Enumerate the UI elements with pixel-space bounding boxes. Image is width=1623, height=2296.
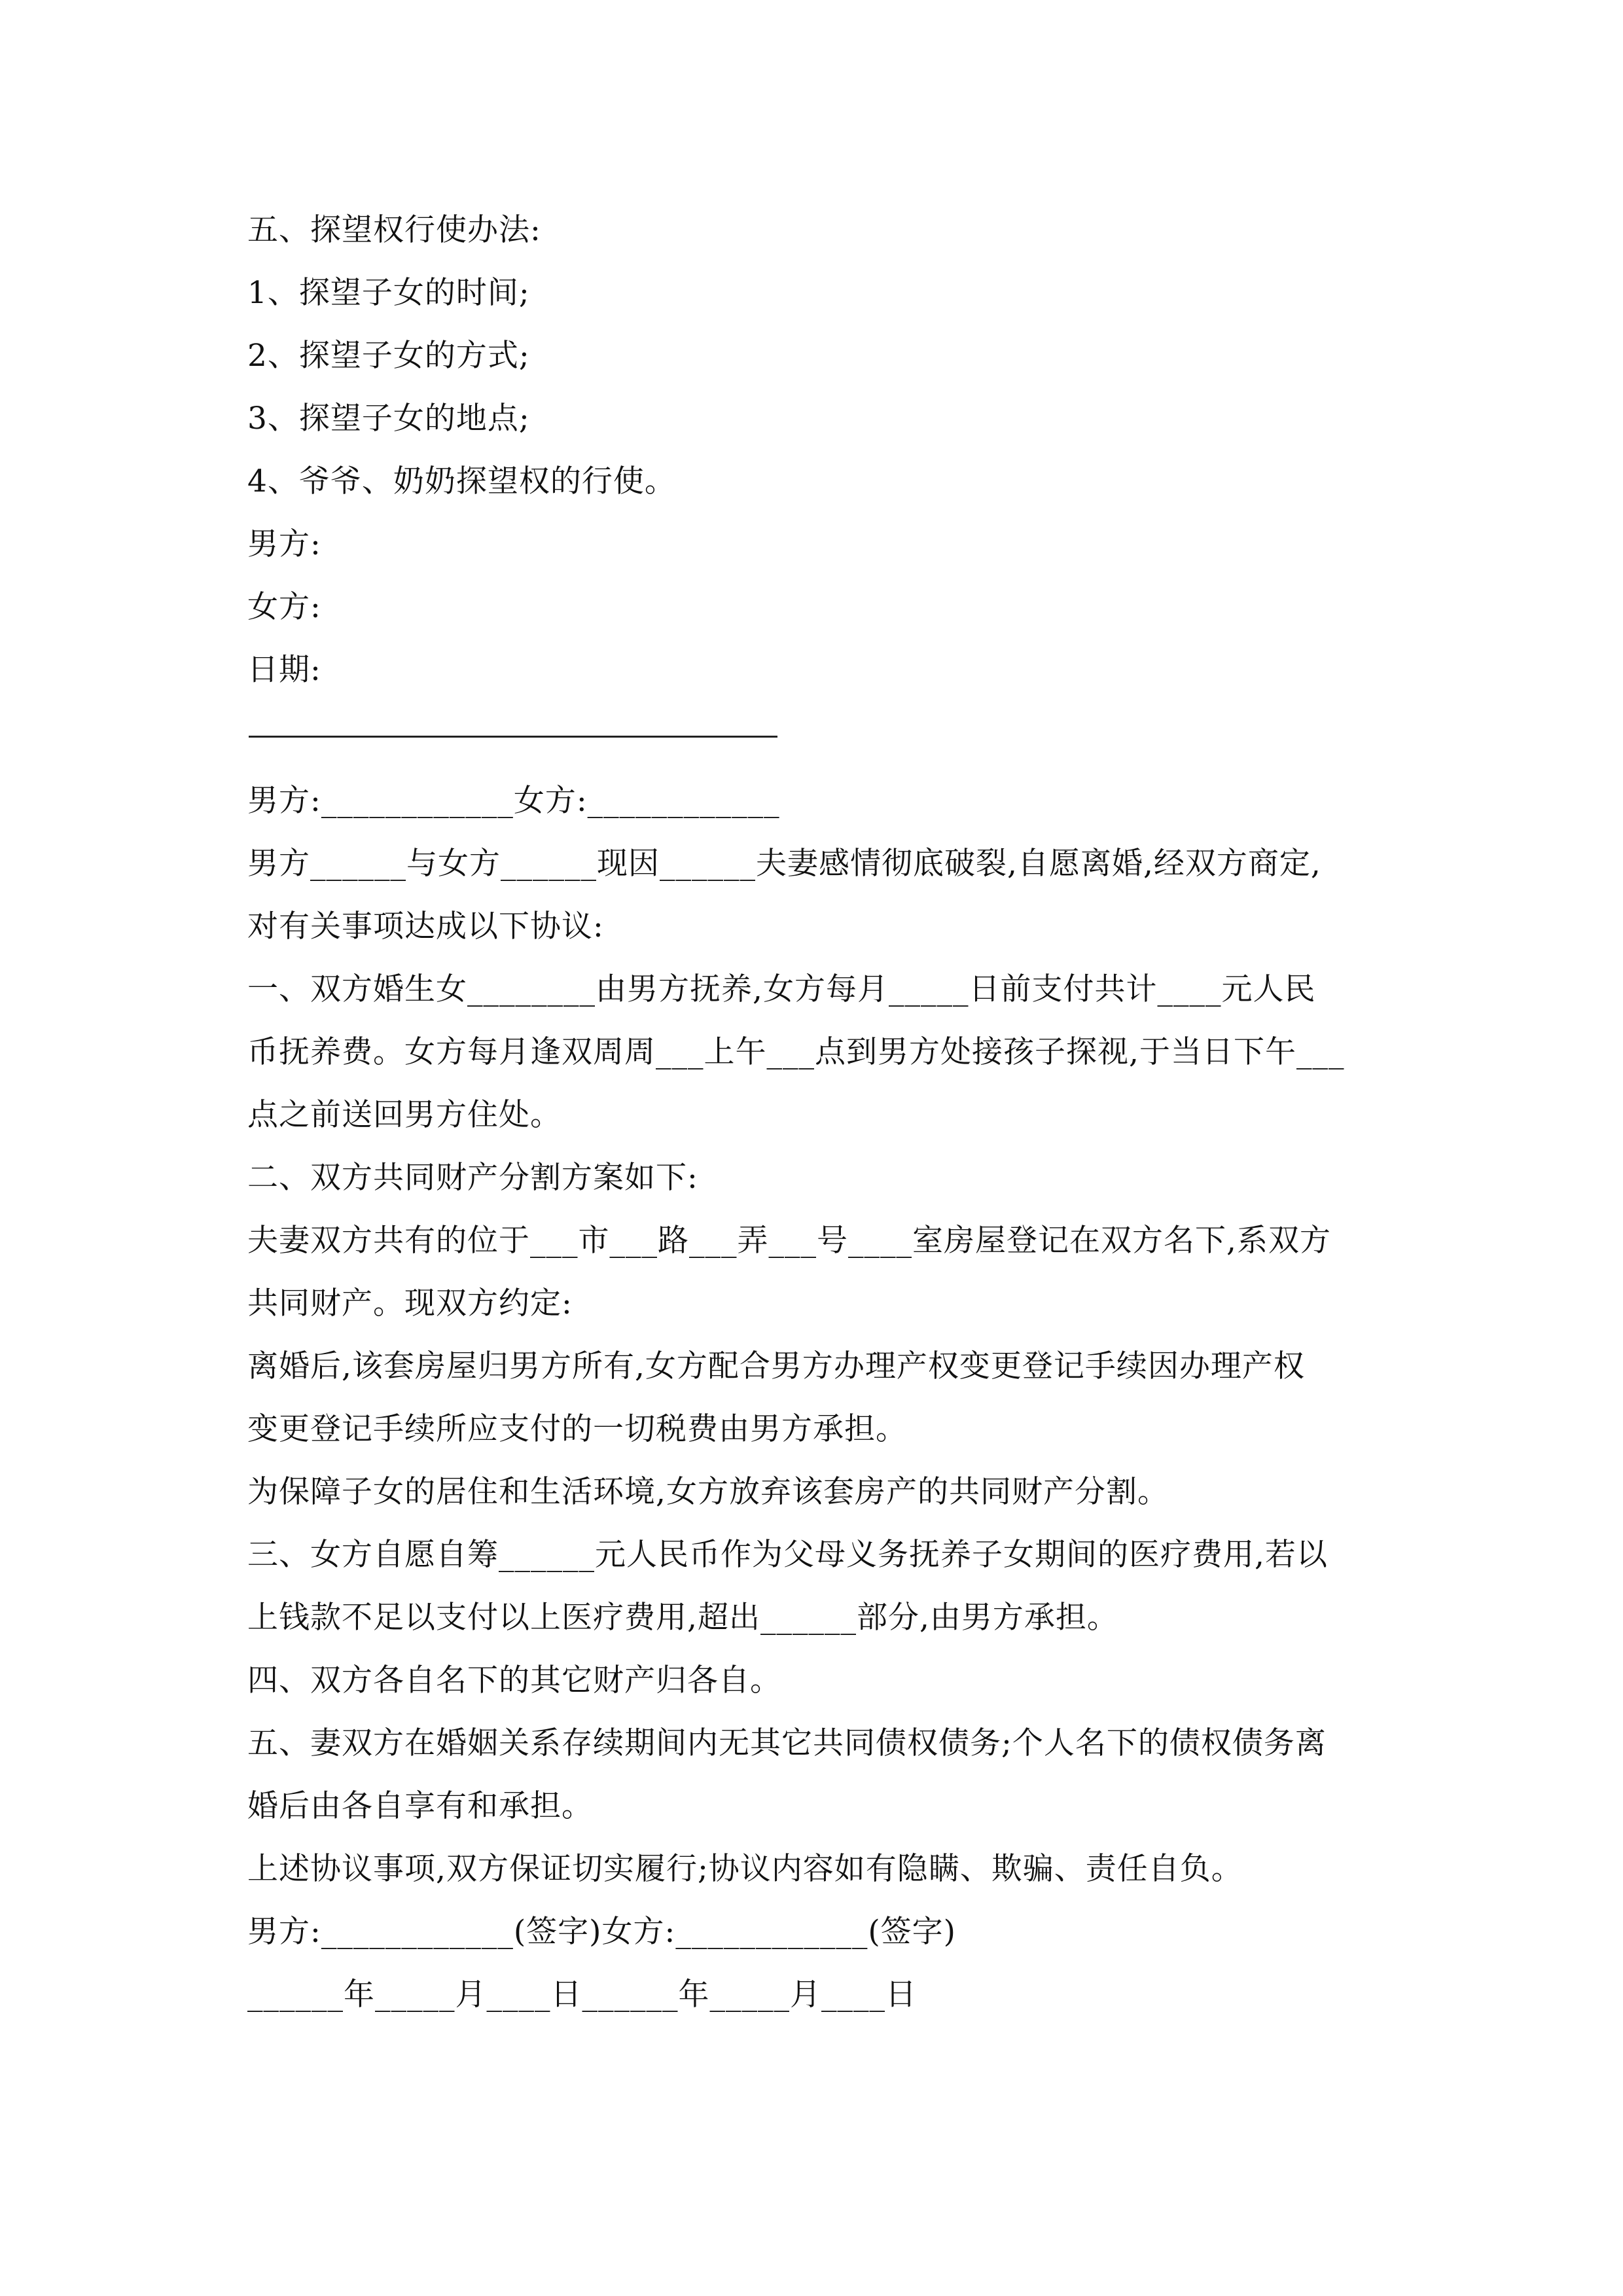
clause-5: 婚后由各自享有和承担。 (247, 1788, 593, 1824)
section-divider (249, 736, 777, 738)
clause-2: 共同财产。现双方约定: (247, 1285, 573, 1321)
clause-3: 上钱款不足以支付以上医疗费用,超出______部分,由男方承担。 (247, 1600, 1118, 1636)
clause-2: 为保障子女的居住和生活环境,女方放弃该套房产的共同财产分割。 (247, 1474, 1169, 1510)
clause-2-heading: 二、双方共同财产分割方案如下: (247, 1160, 698, 1196)
clause-2: 夫妻双方共有的位于___市___路___弄___号____室房屋登记在双方名下,系双方 (247, 1223, 1331, 1259)
visitation-item: 3、探望子女的地点; (247, 401, 530, 437)
clause-1: 一、双方婚生女________由男方抚养,女方每月_____日前支付共计____元人民 (247, 971, 1316, 1007)
closing-statement: 上述协议事项,双方保证切实履行;协议内容如有隐瞒、欺骗、责任自负。 (247, 1851, 1243, 1887)
visitation-heading: 五、探望权行使办法: (247, 212, 541, 248)
clause-3: 三、女方自愿自筹______元人民币作为父母义务抚养子女期间的医疗费用,若以 (247, 1537, 1328, 1573)
male-label: 男方: (247, 526, 321, 562)
agreement-intro: 对有关事项达成以下协议: (247, 908, 604, 944)
agreement-intro: 男方______与女方______现因______夫妻感情彻底破裂,自愿离婚,经双方商定, (247, 846, 1321, 882)
date-line: ______年_____月____日______年_____月____日 (247, 1977, 917, 2013)
clause-1: 点之前送回男方住处。 (247, 1097, 562, 1133)
visitation-item: 4、爷爷、奶奶探望权的行使。 (247, 463, 676, 499)
visitation-item: 2、探望子女的方式; (247, 338, 530, 374)
parties-line: 男方:____________女方:____________ (247, 783, 780, 819)
female-label: 女方: (247, 589, 321, 625)
clause-5: 五、妻双方在婚姻关系存续期间内无其它共同债权债务;个人名下的债权债务离 (247, 1725, 1327, 1761)
clause-1: 币抚养费。女方每月逢双周周___上午___点到男方处接孩子探视,于当日下午___ (247, 1034, 1345, 1070)
visitation-item: 1、探望子女的时间; (247, 275, 530, 311)
clause-2: 离婚后,该套房屋归男方所有,女方配合男方办理产权变更登记手续因办理产权 (247, 1348, 1305, 1384)
clause-4: 四、双方各自名下的其它财产归各自。 (247, 1662, 781, 1698)
signature-line: 男方:____________(签字)女方:____________(签字) (247, 1914, 957, 1950)
date-label: 日期: (247, 652, 321, 688)
clause-2: 变更登记手续所应支付的一切税费由男方承担。 (247, 1411, 907, 1447)
